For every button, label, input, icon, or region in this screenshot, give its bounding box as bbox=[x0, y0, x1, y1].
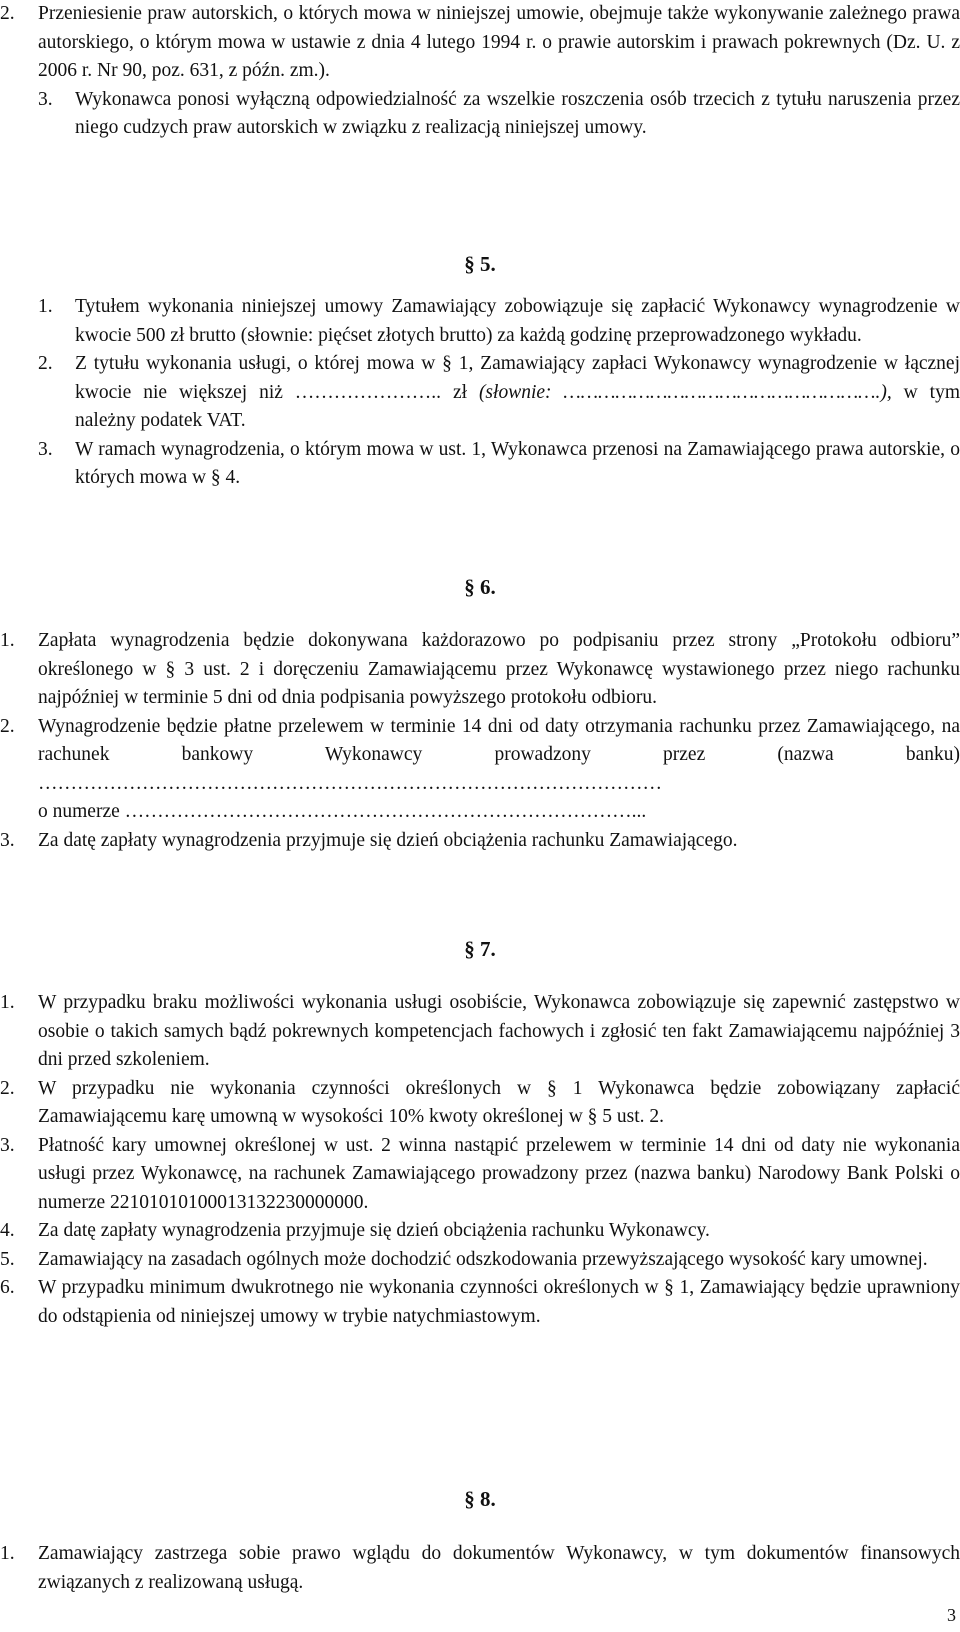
list-item bbox=[0, 1132, 960, 1218]
item-text: Wynagrodzenie będzie płatne przelewem w terminie 14 dni od daty otrzymania rachunku przez Zamawiającego, na rachunek bankowy Wykonawcy prowadzony przez (nazwa banku) …………………………………………………………………………………… bbox=[38, 715, 960, 794]
item-number: 3. bbox=[38, 438, 53, 460]
list-item bbox=[0, 0, 960, 86]
list-item bbox=[0, 86, 960, 143]
list-item bbox=[0, 1217, 960, 1246]
item-number: 1. bbox=[0, 992, 15, 1013]
item-number: 3. bbox=[0, 829, 15, 851]
item-text: Przeniesienie praw autorskich, o których mowa w niniejszej umowie, obejmuje także wykonywanie zależnego prawa autorskiego, o którym mowa w ustawie z dnia 4 lutego 1994 r. o prawie autorskim i prawach pokrewnych (Dz. U. z 2006 r. Nr 90, poz. 631, z późn. zm.). bbox=[38, 3, 960, 81]
list-item bbox=[0, 1075, 960, 1132]
section-8-body bbox=[0, 1540, 960, 1597]
list-item bbox=[0, 989, 960, 1075]
item-number: 3. bbox=[38, 88, 53, 110]
list-item bbox=[0, 1274, 960, 1331]
item-text: W przypadku minimum dwukrotnego nie wykonania czynności określonych w § 1, Zamawiający będzie uprawniony do odstąpienia od niniejszej umowy w trybie natychmiastowym. bbox=[38, 1277, 960, 1327]
section-7-body bbox=[0, 989, 960, 1331]
list-item bbox=[0, 827, 960, 856]
item-number: 2. bbox=[38, 353, 53, 374]
item-text: Zamawiający zastrzega sobie prawo wglądu do dokumentów Wykonawcy, w tym dokumentów finansowych związanych z realizowaną usługą. bbox=[38, 1543, 960, 1593]
item-number: 1. bbox=[0, 630, 15, 651]
item-text: Za datę zapłaty wynagrodzenia przyjmuje się dzień obciążenia rachunku Wykonawcy. bbox=[38, 1220, 710, 1241]
section-8-heading: § 8. bbox=[464, 1487, 496, 1511]
section-4-continuation bbox=[0, 0, 960, 143]
section-5-heading: § 5. bbox=[464, 252, 496, 276]
item-text-continuation: o numerze ……………………………………………………………………... bbox=[38, 801, 647, 822]
section-6-body bbox=[0, 627, 960, 855]
section-6-heading: § 6. bbox=[464, 575, 496, 599]
item-number: 6. bbox=[0, 1277, 15, 1298]
item-text: Zapłata wynagrodzenia będzie dokonywana każdorazowo po podpisaniu przez strony „Protokołu odbioru” określonego w § 3 ust. 2 i doręczeniu Zamawiającemu przez Wykonawcę wystawionego przez niego rachunku najpóźniej w terminie 5 dni od dnia podpisania powyższego protokołu odbioru. bbox=[38, 630, 960, 708]
list-item bbox=[0, 1246, 960, 1275]
item-text-wrapper bbox=[75, 350, 960, 436]
item-text: Tytułem wykonania niniejszej umowy Zamawiający zobowiązuje się zapłacić Wykonawcy wynagrodzenie w kwocie 500 zł brutto (słownie: pięćset złotych brutto) za każdą godzinę przeprowadzonego wykładu. bbox=[75, 296, 960, 346]
item-text: Zamawiający na zasadach ogólnych może dochodzić odszkodowania przewyższającego wysokość kary umownej. bbox=[38, 1248, 928, 1270]
item-text: w tym należny podatek VAT. bbox=[75, 381, 960, 431]
item-number: 3. bbox=[0, 1134, 15, 1156]
item-text: Za datę zapłaty wynagrodzenia przyjmuje się dzień obciążenia rachunku Zamawiającego. bbox=[38, 829, 738, 851]
item-text: W ramach wynagrodzenia, o którym mowa w ust. 1, Wykonawca przenosi na Zamawiającego prawa autorskie, o których mowa w § 4. bbox=[75, 438, 960, 488]
item-text: W przypadku braku możliwości wykonania usługi osobiście, Wykonawca zobowiązuje się zapewnić zastępstwo w osobie o takich samych bądź pokrewnych kompetencjach fachowych i zgłosić ten fakt Zamawiającemu najpóźniej 3 dni przed szkoleniem. bbox=[38, 992, 960, 1070]
section-7-heading: § 7. bbox=[464, 937, 496, 961]
list-item bbox=[0, 350, 960, 436]
item-number: 5. bbox=[0, 1248, 15, 1270]
list-item bbox=[0, 627, 960, 713]
item-number: 1. bbox=[0, 1543, 15, 1564]
item-text: Wykonawca ponosi wyłączną odpowiedzialność za wszelkie roszczenia osób trzecich z tytułu naruszenia przez niego cudzych praw autorskich w związku z realizacją niniejszej umowy. bbox=[75, 88, 960, 138]
list-item bbox=[0, 293, 960, 350]
item-text-italic: (słownie: ……………………………………………….), bbox=[478, 381, 892, 403]
item-text: Z tytułu wykonania usługi, o której mowa w § 1, Zamawiający zapłaci Wykonawcy wynagrodzenie w łącznej kwocie nie większej niż ………………….. zł bbox=[75, 353, 960, 403]
item-text: W przypadku nie wykonania czynności określonych w § 1 Wykonawca będzie zobowiązany zapłacić Zamawiającemu karę umowną w wysokości 10% kwoty określonej w § 5 ust. 2. bbox=[38, 1077, 960, 1127]
item-number: 2. bbox=[0, 3, 15, 24]
item-number: 2. bbox=[0, 1077, 15, 1099]
list-item bbox=[0, 713, 960, 827]
item-number: 2. bbox=[0, 715, 15, 737]
list-item bbox=[0, 436, 960, 493]
item-number: 1. bbox=[38, 296, 53, 317]
item-text: Płatność kary umownej określonej w ust. 2 winna nastąpić przelewem w terminie 14 dni od daty nie wykonania usługi przez Wykonawcę, na rachunek Zamawiającego prowadzony przez (nazwa banku) Narodowy Bank Polski o numerze 22101010100013132230000000. bbox=[38, 1134, 960, 1213]
page-number: 3 bbox=[947, 1605, 956, 1625]
item-number: 4. bbox=[0, 1220, 15, 1241]
list-item bbox=[0, 1540, 960, 1597]
section-5-body bbox=[0, 293, 960, 493]
